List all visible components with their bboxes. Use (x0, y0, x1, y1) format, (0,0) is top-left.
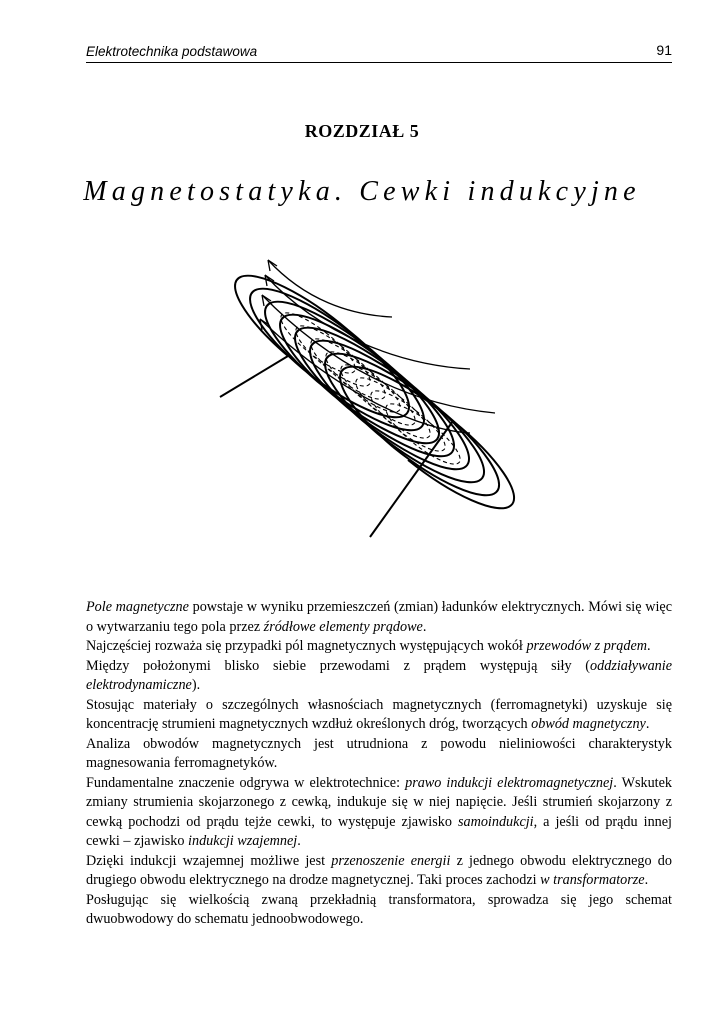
italic-term: prawo indukcji elektromagnetycznej (405, 774, 614, 791)
field-line (260, 319, 470, 433)
paragraph (86, 852, 672, 891)
italic-term: przewodów z prądem (526, 638, 648, 654)
text-run: , a jeśli od prądu innej cewki – zjawisko (86, 813, 672, 849)
coil-leads (220, 356, 453, 537)
coil-front-turns (235, 276, 514, 509)
text-run: Posługując się wielkością zwaną przekładnią transformatora, sprowadza się jego schemat dwuobwodowy do schematu jednoobwodowego. (86, 891, 672, 927)
paragraph (86, 696, 672, 735)
text-run: Między położonymi blisko siebie przewodami z prądem występują siły ( (86, 657, 591, 674)
text-run: . (647, 638, 651, 654)
coil-illustration (200, 245, 520, 545)
italic-term: w transformatorze (540, 872, 645, 888)
text-run: Analiza obwodów magnetycznych jest utrudniona z powodu nieliniowości charakterystyk magnesowania ferromagnetyków. (86, 735, 672, 771)
text-run: . (645, 716, 650, 732)
italic-term: źródłowe elementy prądowe (263, 618, 423, 635)
running-header (86, 42, 672, 63)
text-run: z jednego obwodu elektrycznego do drugiego obwodu elektrycznego na drodze magnetycznej. Taki proces zachodzi (86, 852, 672, 888)
paragraph (86, 598, 672, 637)
chapter-label: ROZDZIAŁ 5 (304, 121, 420, 141)
chapter-title: Magnetostatyka. Cewki indukcyjne (83, 176, 641, 207)
coil-back-turns (274, 304, 468, 472)
paragraph (86, 774, 672, 852)
body-text (86, 598, 672, 930)
paragraph (86, 637, 672, 657)
italic-term: obwód magnetyczny (531, 716, 646, 732)
text-run: Najczęściej rozważa się przypadki pól magnetycznych występujących wokół (86, 638, 527, 654)
italic-term: Pole magnetyczne (86, 599, 189, 615)
field-line (265, 275, 470, 369)
text-run: powstaje w wyniku przemieszczeń (zmian) ładunków elektrycznych. Mówi się więc o wytwarzaniu tego pola przez (86, 599, 672, 635)
text-run: ). (191, 677, 201, 693)
page-number: 91 (656, 42, 672, 58)
paragraph (86, 657, 672, 696)
italic-term: oddziaływanie elektrodynamiczne (86, 657, 672, 693)
text-run: Dzięki indukcji wzajemnej możliwe jest (86, 852, 332, 869)
italic-term: przenoszenie energii (331, 852, 451, 869)
field-line (262, 295, 495, 413)
italic-term: samoindukcji (457, 813, 534, 830)
text-run: Stosując materiały o szczególnych własnościach magnetycznych (ferromagnetyki) uzyskuje się koncentrację strumieni magnetycznych wzdłuż określonych dróg, tworzących (86, 696, 672, 732)
paragraph (86, 891, 672, 930)
text-run: . Wskutek zmiany strumienia skojarzonego z cewką, indukuje się w niej napięcie. Jeśli strumień skojarzony z cewką pochodzi od prądu tejże cewki, to występuje zjawisko (86, 774, 673, 830)
lead-wire-in (220, 356, 288, 397)
italic-term: indukcji wzajemnej (188, 833, 298, 849)
text-run: Fundamentalne znaczenie odgrywa w elektrotechnice: (86, 774, 406, 791)
text-run: . (644, 872, 649, 888)
paragraph (86, 735, 672, 774)
running-title: Elektrotechnika podstawowa (86, 44, 258, 59)
text-run: . (422, 618, 427, 635)
text-run: . (297, 833, 301, 849)
